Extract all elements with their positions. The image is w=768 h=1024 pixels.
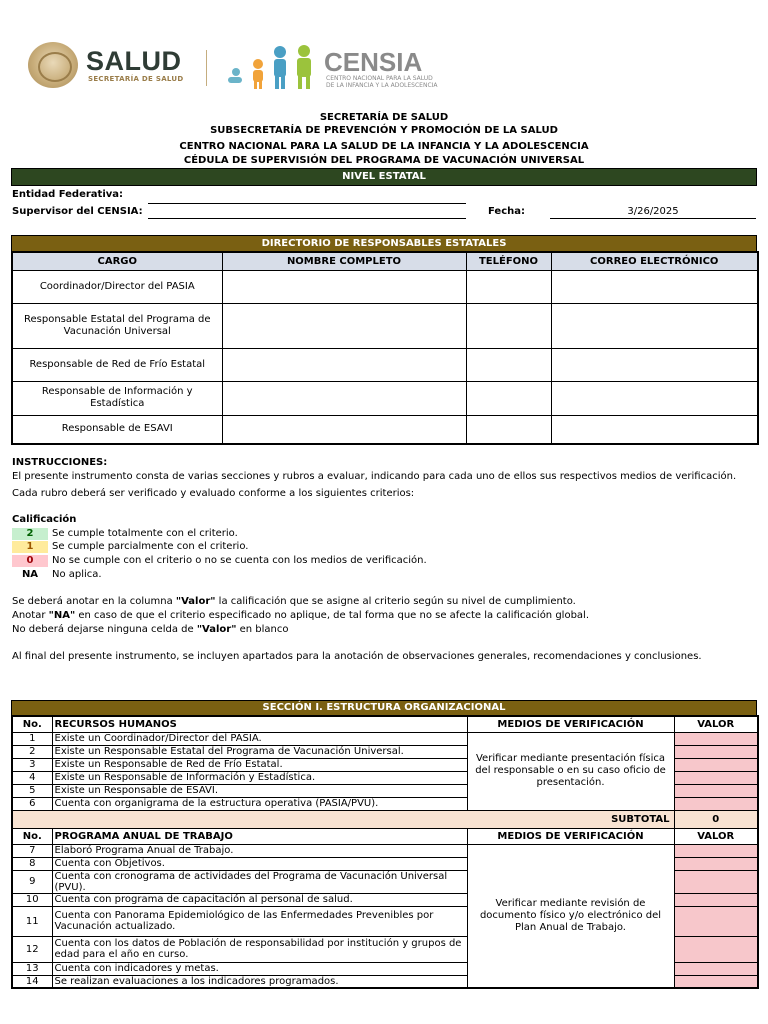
item-text: Existe un Responsable de Red de Frío Estatal. [52, 758, 467, 771]
salud-logo: SALUD [86, 46, 182, 76]
valor-input[interactable] [674, 758, 758, 771]
item-text: Elaboró Programa Anual de Trabajo. [52, 844, 467, 857]
directorio-table [11, 251, 759, 445]
fecha-field[interactable] [550, 218, 756, 219]
cargo-cell: Coordinador/Director del PASIA [12, 270, 222, 303]
telefono-cell[interactable] [466, 348, 551, 381]
note-na-b: "NA" [48, 610, 76, 621]
valor-input[interactable] [674, 784, 758, 797]
instrucciones-line1: El presente instrumento consta de varias secciones y rubros a evaluar, indicando para cada uno de ellos sus respectivos medios de verificación. [12, 471, 737, 482]
item-text: Existe un Responsable Estatal del Programa de Vacunación Universal. [52, 745, 467, 758]
score-1-badge: 1 [12, 541, 48, 553]
nombre-cell[interactable] [222, 381, 466, 415]
item-number: 8 [12, 857, 52, 870]
seccion-1-table [11, 715, 759, 989]
col-no: No. [12, 828, 52, 844]
item-text: Cuenta con Panorama Epidemiológico de las Enfermedades Prevenibles por Vacunación actualizado. [52, 906, 467, 936]
item-text: Cuenta con los datos de Población de responsabilidad por institución y grupos de edad para el año en curso. [52, 936, 467, 962]
col-nombre: NOMBRE COMPLETO [222, 252, 466, 270]
title-secretaria: SECRETARÍA DE SALUD [319, 112, 449, 123]
score-na-badge: NA [21, 569, 39, 580]
score-0-badge: 0 [12, 555, 48, 567]
item-text: Existe un Coordinador/Director del PASIA. [52, 732, 467, 745]
note-na-a: Anotar [12, 610, 49, 621]
col-correo: CORREO ELECTRÓNICO [551, 252, 758, 270]
censia-sub-line1: CENTRO NACIONAL PARA LA SALUD [326, 75, 433, 82]
item-text: Cuenta con indicadores y metas. [52, 962, 467, 975]
subtotal-label: SUBTOTAL [12, 810, 674, 828]
supervisor-label: Supervisor del CENSIA: [12, 206, 143, 217]
valor-input[interactable] [674, 936, 758, 962]
item-text: Cuenta con programa de capacitación al personal de salud. [52, 893, 467, 906]
valor-input[interactable] [674, 857, 758, 870]
title-cedula: CÉDULA DE SUPERVISIÓN DEL PROGRAMA DE VACUNACIÓN UNIVERSAL [183, 155, 585, 166]
item-number: 1 [12, 732, 52, 745]
item-number: 11 [12, 906, 52, 936]
medio-verificacion-rh: Verificar mediante presentación física del responsable o en su caso oficio de presentación. [467, 732, 674, 810]
item-number: 6 [12, 797, 52, 810]
correo-cell[interactable] [551, 348, 758, 381]
telefono-cell[interactable] [466, 381, 551, 415]
col-recursos-humanos: RECURSOS HUMANOS [52, 716, 467, 732]
item-number: 9 [12, 870, 52, 893]
valor-input[interactable] [674, 870, 758, 893]
telefono-cell[interactable] [466, 415, 551, 444]
fecha-label: Fecha: [488, 206, 526, 217]
item-number: 5 [12, 784, 52, 797]
item-number: 10 [12, 893, 52, 906]
note-valor-b: "Valor" [175, 596, 216, 607]
title-subsecretaria: SUBSECRETARÍA DE PREVENCIÓN Y PROMOCIÓN DE LA SALUD [210, 125, 558, 136]
mexico-seal-icon [28, 42, 78, 88]
header-logos [28, 38, 468, 94]
valor-input[interactable] [674, 797, 758, 810]
correo-cell[interactable] [551, 415, 758, 444]
cargo-cell: Responsable de Información y Estadística [12, 381, 222, 415]
item-text: Existe un Responsable de ESAVI. [52, 784, 467, 797]
col-medios: MEDIOS DE VERIFICACIÓN [467, 716, 674, 732]
score-2-badge: 2 [12, 528, 48, 540]
nombre-cell[interactable] [222, 270, 466, 303]
col-telefono: TELÉFONO [466, 252, 551, 270]
score-2-text: Se cumple totalmente con el criterio. [52, 528, 238, 539]
cargo-cell: Responsable de Red de Frío Estatal [12, 348, 222, 381]
nombre-cell[interactable] [222, 415, 466, 444]
nivel-estatal-bar: NIVEL ESTATAL [11, 168, 757, 186]
censia-logo: CENSIA [324, 47, 423, 77]
seccion-1-bar: SECCIÓN I. ESTRUCTURA ORGANIZACIONAL [11, 700, 757, 716]
item-text: Cuenta con organigrama de la estructura operativa (PASIA/PVU). [52, 797, 467, 810]
score-na-text: No aplica. [52, 569, 102, 580]
note-valor-a: Se deberá anotar en la columna [12, 596, 176, 607]
valor-input[interactable] [674, 906, 758, 936]
nombre-cell[interactable] [222, 348, 466, 381]
valor-input[interactable] [674, 844, 758, 857]
col-no: No. [12, 716, 52, 732]
note-na [12, 610, 589, 622]
col-programa-anual: PROGRAMA ANUAL DE TRABAJO [52, 828, 467, 844]
note-blank-a: No deberá dejarse ninguna celda de [12, 624, 197, 635]
score-1-text: Se cumple parcialmente con el criterio. [52, 541, 249, 552]
note-valor [12, 596, 576, 608]
instrucciones-title: INSTRUCCIONES: [12, 457, 108, 468]
note-na-c: en caso de que el criterio especificado no aplique, de tal forma que no se afecte la calificación global. [75, 610, 590, 621]
nombre-cell[interactable] [222, 303, 466, 348]
item-number: 13 [12, 962, 52, 975]
telefono-cell[interactable] [466, 270, 551, 303]
note-blank-b: "Valor" [196, 624, 237, 635]
item-number: 4 [12, 771, 52, 784]
censia-family-icon [222, 44, 322, 90]
directorio-bar: DIRECTORIO DE RESPONSABLES ESTATALES [11, 235, 757, 252]
cargo-cell: Responsable Estatal del Programa de Vacunación Universal [12, 303, 222, 348]
logo-divider [206, 50, 207, 86]
salud-logo-subtitle: SECRETARÍA DE SALUD [88, 75, 184, 83]
valor-input[interactable] [674, 771, 758, 784]
medio-verificacion-pat: Verificar mediante revisión de documento físico y/o electrónico del Plan Anual de Trabajo. [467, 844, 674, 988]
col-cargo: CARGO [12, 252, 222, 270]
item-number: 7 [12, 844, 52, 857]
correo-cell[interactable] [551, 303, 758, 348]
item-text: Cuenta con cronograma de actividades del Programa de Vacunación Universal (PVU). [52, 870, 467, 893]
note-blank [12, 624, 288, 636]
valor-input[interactable] [674, 962, 758, 975]
col-valor: VALOR [674, 828, 758, 844]
note-valor-c: la calificación que se asigne al criterio según su nivel de cumplimiento. [215, 596, 576, 607]
telefono-cell[interactable] [466, 303, 551, 348]
item-text: Cuenta con Objetivos. [52, 857, 467, 870]
instrucciones-line2: Cada rubro deberá ser verificado y evaluado conforme a los siguientes criterios: [12, 488, 415, 499]
title-centro: CENTRO NACIONAL PARA LA SALUD DE LA INFANCIA Y LA ADOLESCENCIA [179, 141, 589, 152]
note-blank-c: en blanco [236, 624, 289, 635]
item-text: Se realizan evaluaciones a los indicadores programados. [52, 975, 467, 988]
valor-input[interactable] [674, 975, 758, 988]
score-0-text: No se cumple con el criterio o no se cuenta con los medios de verificación. [52, 555, 427, 566]
item-number: 3 [12, 758, 52, 771]
cargo-cell: Responsable de ESAVI [12, 415, 222, 444]
subtotal-value: 0 [674, 810, 758, 828]
valor-input[interactable] [674, 893, 758, 906]
col-medios: MEDIOS DE VERIFICACIÓN [467, 828, 674, 844]
note-final: Al final del presente instrumento, se incluyen apartados para la anotación de observaciones generales, recomendaciones y conclusiones. [12, 651, 702, 662]
valor-input[interactable] [674, 745, 758, 758]
col-valor: VALOR [674, 716, 758, 732]
item-text: Existe un Responsable de Información y Estadística. [52, 771, 467, 784]
censia-logo-subtitle [326, 75, 438, 89]
correo-cell[interactable] [551, 381, 758, 415]
item-number: 14 [12, 975, 52, 988]
item-number: 2 [12, 745, 52, 758]
censia-sub-line2: DE LA INFANCIA Y LA ADOLESCENCIA [326, 82, 438, 89]
item-number: 12 [12, 936, 52, 962]
fecha-value: 3/26/2025 [627, 206, 679, 217]
entidad-label: Entidad Federativa: [12, 189, 124, 200]
valor-input[interactable] [674, 732, 758, 745]
supervisor-field[interactable] [148, 218, 466, 219]
correo-cell[interactable] [551, 270, 758, 303]
calificacion-title: Calificación [12, 514, 77, 525]
entidad-field[interactable] [148, 203, 466, 204]
